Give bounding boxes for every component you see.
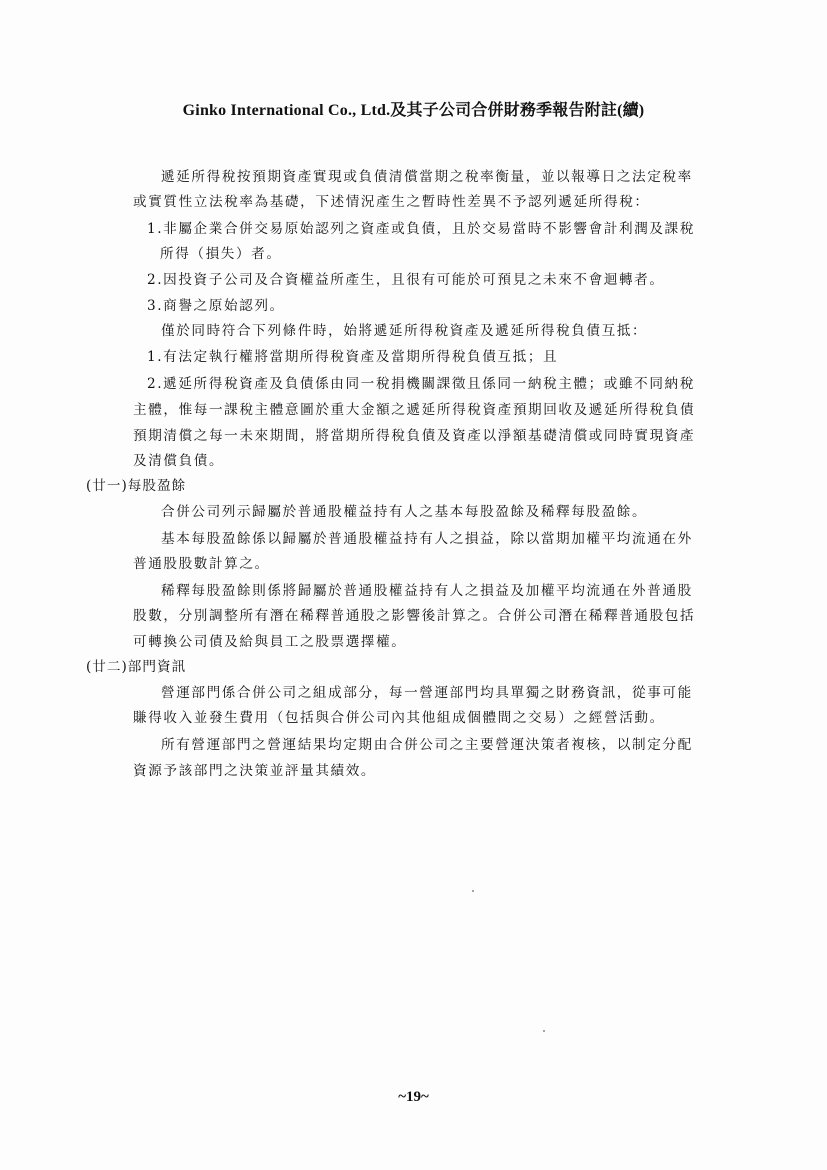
offset-condition-2-line: 及清償負債。 bbox=[133, 453, 225, 469]
deferred-tax-item-1-line: 所得（損失）者。 bbox=[160, 246, 282, 262]
scan-speck bbox=[543, 1030, 545, 1032]
offset-condition-2-line: 預期清償之每一未來期間，將當期所得稅負債及資產以淨額基礎清償或同時實現資產 bbox=[133, 428, 696, 444]
segment-paragraph-line: 營運部門係合併公司之組成部分，每一營運部門均具單獨之財務資訊，從事可能 bbox=[161, 685, 693, 701]
segment-section-heading: (廿二)部門資訊 bbox=[86, 659, 187, 675]
page-number: ~19~ bbox=[398, 1089, 429, 1105]
deferred-tax-item-1-line: 1.非屬企業合併交易原始認列之資產或負債，且於交易當時不影響會計利潤及課稅 bbox=[147, 221, 695, 237]
eps-paragraph-line: 可轉換公司債及給與員工之股票選擇權。 bbox=[133, 634, 407, 650]
deferred-tax-paragraph-line: 遞延所得稅按預期資產實現或負債清償當期之稅率衡量，並以報導日之法定稅率 bbox=[161, 169, 693, 185]
eps-paragraph-line: 合併公司列示歸屬於普通股權益持有人之基本每股盈餘及稀釋每股盈餘。 bbox=[161, 504, 648, 520]
eps-paragraph-line: 股數，分別調整所有潛在稀釋普通股之影響後計算之。合併公司潛在稀釋普通股包括 bbox=[133, 608, 696, 624]
deferred-tax-paragraph-line: 或實質性立法稅率為基礎，下述情況產生之暫時性差異不予認列遞延所得稅： bbox=[133, 194, 650, 210]
segment-paragraph-line: 資源予該部門之決策並評量其績效。 bbox=[133, 763, 377, 779]
offset-conditions-intro: 僅於同時符合下列條件時，始將遞延所得稅資產及遞延所得稅負債互抵： bbox=[161, 323, 648, 339]
segment-paragraph-line: 賺得收入並發生費用（包括與合併公司內其他組成個體間之交易）之經營活動。 bbox=[133, 710, 665, 726]
offset-condition-2-line: 主體，惟每一課稅主體意圖於重大金額之遞延所得稅資產預期回收及遞延所得稅負債 bbox=[133, 402, 696, 418]
segment-paragraph-line: 所有營運部門之營運結果均定期由合併公司之主要營運決策者複核，以制定分配 bbox=[161, 737, 693, 753]
page-title: Ginko International Co., Ltd.及其子公司合併財務季報告附註(續) bbox=[182, 102, 645, 119]
offset-condition-2-line: 2.遞延所得稅資產及負債係由同一稅捐機關課徵且係同一納稅主體；或雖不同納稅 bbox=[147, 376, 695, 392]
scan-speck bbox=[472, 890, 474, 892]
eps-paragraph-line: 普通股股數計算之。 bbox=[133, 556, 270, 572]
deferred-tax-item-3: 3.商譽之原始認列。 bbox=[147, 298, 285, 314]
eps-paragraph-line: 基本每股盈餘係以歸屬於普通股權益持有人之損益，除以當期加權平均流通在外 bbox=[161, 531, 693, 547]
eps-paragraph-line: 稀釋每股盈餘則係將歸屬於普通股權益持有人之損益及加權平均流通在外普通股 bbox=[161, 583, 693, 599]
deferred-tax-item-2: 2.因投資子公司及合資權益所產生，且很有可能於可預見之未來不會迴轉者。 bbox=[147, 272, 665, 288]
eps-section-heading: (廿一)每股盈餘 bbox=[86, 478, 187, 494]
offset-condition-1: 1.有法定執行權將當期所得稅資產及當期所得稅負債互抵；且 bbox=[147, 349, 559, 365]
